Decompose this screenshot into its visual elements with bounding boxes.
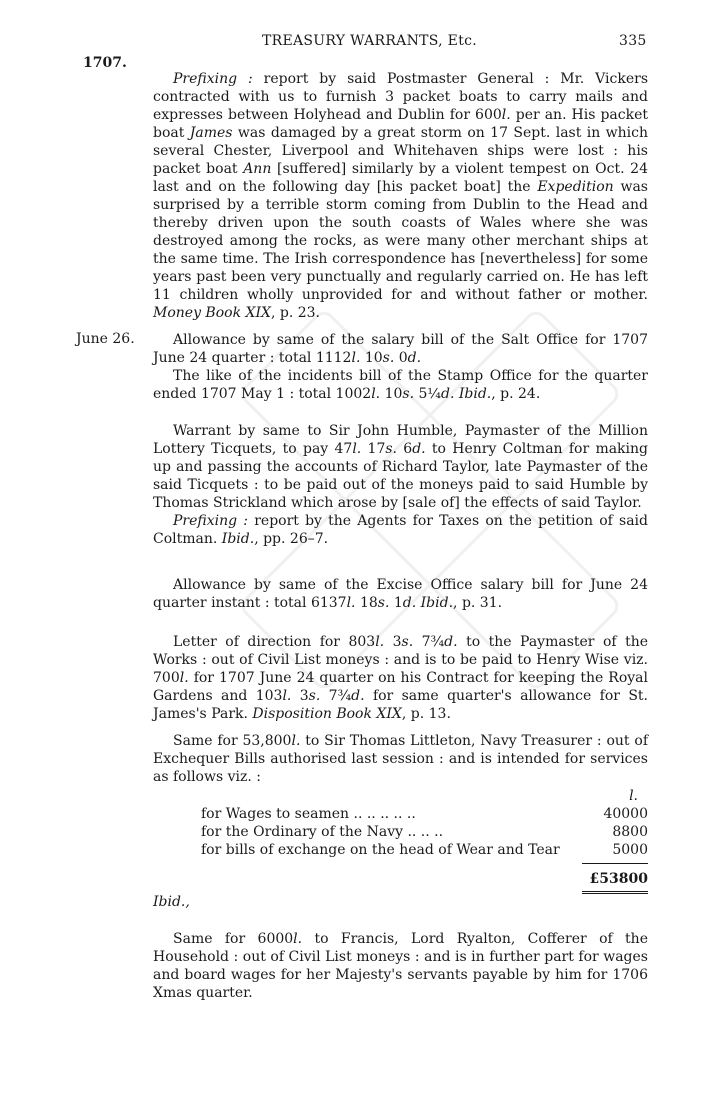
running-header-title: TREASURY WARRANTS, Etc. bbox=[262, 33, 478, 49]
entry-stamp-office: The like of the incidents bill of the Stamp Office for the quarter ended 1707 May 1 : total 1002l. 10s. 5¼d. Ibid., p. 24. bbox=[153, 368, 648, 402]
entry-navy-treasurer: Same for 53,800l. to Sir Thomas Littleton, Navy Treasurer : out of Exchequer Bills authorised last session : and is intended for services as follows viz. : bbox=[153, 733, 648, 785]
source-reference: Ibid. bbox=[420, 595, 454, 611]
services-table bbox=[153, 787, 648, 894]
ship-name: James bbox=[189, 125, 233, 141]
ship-name: Expedition bbox=[537, 179, 614, 195]
ibid-reference: Ibid., bbox=[153, 894, 190, 910]
source-reference: Disposition Book XIX bbox=[252, 706, 402, 722]
prefixing-label: Prefixing : bbox=[173, 513, 249, 529]
service-amount: 8800 bbox=[612, 824, 648, 840]
service-amount: 40000 bbox=[603, 806, 648, 822]
entry-works-letter: Letter of direction for 803l. 3s. 7¾d. to the Paymaster of the Works : out of Civil List moneys : and is to be paid to Henry Wise viz. 700l. for 1707 June 24 quarter on his Contract for keeping the Royal Gardens and 103l. 3s. 7¾d. for same quarter's allowance for St. James's Park. Disposition Book XIX, p. 13. bbox=[153, 634, 648, 722]
source-reference: Money Book XIX bbox=[153, 305, 271, 321]
entry-prefixing-postmaster: Prefixing : report by said Postmaster General : Mr. Vickers contracted with us to furnish 3 packet boats to carry mails and expresses between Holyhead and Dublin for 600l. per an. His packet boat James was damaged by a great storm on 17 Sept. last in which several Chester, Liverpool and Whitehaven ships were lost : his packet boat Ann [suffered] similarly by a violent tempest on Oct. 24 last and on the following day [his packet boat] the Expedition was surprised by a terrible storm coming from Dublin to the Head and thereby driven upon the south coasts of Wales where she was destroyed among the rocks, as were many other merchant ships at the same time. The Irish correspondence has [nevertheless] for some years past been very punctually and regularly carried on. He has left 11 children wholly unprovided for and without father or mother. Money Book XIX, p. 23. bbox=[153, 71, 649, 321]
services-total: £53800 bbox=[582, 863, 648, 894]
service-label: for the Ordinary of the Navy .. .. .. bbox=[201, 824, 444, 840]
entry-cofferer-household: Same for 6000l. to Francis, Lord Ryalton, Cofferer of the Household : out of Civil List moneys : and is in further part for wages and board wages for her Majesty's servants payable by him for 1706 Xmas quarter. bbox=[153, 931, 648, 1001]
service-label: for Wages to seamen .. .. .. .. .. bbox=[201, 806, 416, 822]
entry-lottery-warrant: Warrant by same to Sir John Humble, Paymaster of the Million Lottery Ticquets, to pay 47l. 17s. 6d. to Henry Coltman for making up and passing the accounts of Richard Taylor, late Paymaster of the said Ticquets : to be paid out of the moneys paid to said Humble by Thomas Strickland which arose by [sale of] the effects of said Taylor. Prefixing : report by the Agents for Taxes on the petition of said Coltman. Ibid., pp. 26–7. bbox=[153, 423, 649, 547]
service-row bbox=[201, 823, 648, 841]
service-row bbox=[201, 805, 648, 823]
prefixing-label: Prefixing : bbox=[173, 71, 253, 87]
page-number: 335 bbox=[619, 33, 647, 49]
entry-prefixing-agents: Prefixing : report by the Agents for Taxes on the petition of said Coltman. Ibid., pp. 26–7. bbox=[153, 513, 648, 547]
service-row bbox=[201, 841, 648, 859]
service-amount: 5000 bbox=[612, 842, 648, 858]
source-reference: Ibid. bbox=[458, 386, 492, 402]
entry-salt-office: Allowance by same of the salary bill of the Salt Office for 1707 June 24 quarter : total 1112l. 10s. 0d. The like of the incidents bill of the Stamp Office for the quarter ended 1707 May 1 : total 1002l. 10s. 5¼d. Ibid., p. 24. bbox=[153, 332, 648, 402]
margin-year: 1707. bbox=[83, 55, 127, 71]
ship-name: Ann bbox=[243, 161, 272, 177]
entry-excise-office: Allowance by same of the Excise Office salary bill for June 24 quarter instant : total 6137l. 18s. 1d. Ibid., p. 31. bbox=[153, 577, 648, 611]
source-reference: Ibid. bbox=[221, 531, 255, 547]
unit-header: l. bbox=[629, 788, 638, 804]
service-label: for bills of exchange on the head of Wear and Tear bbox=[201, 842, 560, 858]
margin-date: June 26. bbox=[76, 331, 135, 347]
